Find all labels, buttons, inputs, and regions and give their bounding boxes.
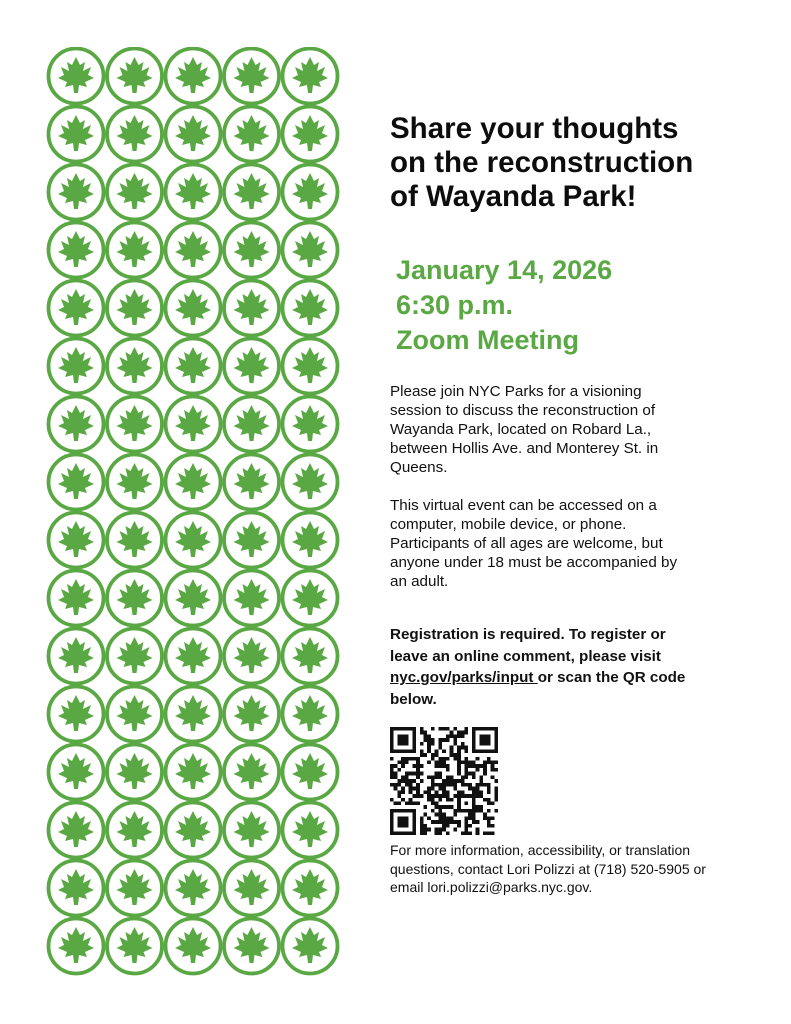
registration-line [390,667,760,689]
nyc-parks-leaf-icon [107,339,162,394]
paragraph-line: This virtual event can be accessed on a [390,497,657,514]
nyc-parks-leaf-icon [166,745,221,800]
nyc-parks-leaf-icon [166,455,221,510]
nyc-parks-leaf-icon [49,397,104,452]
nyc-parks-leaf-icon [166,803,221,858]
nyc-parks-leaf-icon [224,397,279,452]
nyc-parks-leaf-icon [107,107,162,162]
nyc-parks-leaf-icon [283,745,338,800]
nyc-parks-leaf-icon [166,629,221,684]
nyc-parks-leaf-icon [107,745,162,800]
paragraph-line: computer, mobile device, or phone. [390,516,627,533]
nyc-parks-leaf-icon [107,919,162,974]
nyc-parks-leaf-icon [49,629,104,684]
nyc-parks-leaf-icon [166,861,221,916]
event-time: 6:30 p.m. [396,290,514,320]
nyc-parks-leaf-icon [49,513,104,568]
nyc-parks-leaf-icon [224,919,279,974]
nyc-parks-leaf-icon [283,919,338,974]
nyc-parks-leaf-icon [283,687,338,742]
nyc-parks-leaf-icon [224,339,279,394]
paragraph-line: Participants of all ages are welcome, but [390,535,663,552]
nyc-parks-leaf-icon [49,339,104,394]
registration-line: Registration is required. To register or [390,626,666,643]
nyc-parks-leaf-icon [283,455,338,510]
paragraph-line: Please join NYC Parks for a visioning [390,383,642,400]
nyc-parks-leaf-icon [166,687,221,742]
nyc-parks-leaf-icon [283,49,338,104]
nyc-parks-leaf-icon [49,919,104,974]
nyc-parks-leaf-icon [107,49,162,104]
nyc-parks-leaf-icon [166,919,221,974]
nyc-parks-leaf-icon [49,107,104,162]
nyc-parks-leaf-icon [166,107,221,162]
nyc-parks-leaf-icon [224,281,279,336]
nyc-parks-leaf-icon [107,223,162,278]
nyc-parks-leaf-icon [49,687,104,742]
nyc-parks-leaf-icon [224,745,279,800]
nyc-parks-leaf-icon [166,339,221,394]
nyc-parks-leaf-icon [224,49,279,104]
nyc-parks-leaf-icon [283,861,338,916]
intro-paragraph [390,382,760,477]
nyc-parks-leaf-icon [224,861,279,916]
qr-code-icon[interactable] [390,727,498,835]
headline-line: of Wayanda Park! [390,180,637,213]
nyc-parks-leaf-icon [107,803,162,858]
nyc-parks-leaf-icon [224,165,279,220]
nyc-parks-leaf-icon [224,803,279,858]
nyc-parks-leaf-icon [224,107,279,162]
nyc-parks-leaf-icon [107,397,162,452]
headline-line: Share your thoughts [390,112,679,145]
nyc-parks-leaf-icon [49,223,104,278]
paragraph-line: between Hollis Ave. and Monterey St. in [390,440,659,457]
nyc-parks-leaf-icon [49,571,104,626]
qr-code-modules [390,727,498,835]
nyc-parks-leaf-icon [283,281,338,336]
leaf-logo-grid [46,47,341,977]
nyc-parks-leaf-icon [107,455,162,510]
nyc-parks-leaf-icon [166,397,221,452]
nyc-parks-leaf-icon [224,571,279,626]
nyc-parks-leaf-icon [166,281,221,336]
contact-line: questions, contact Lori Polizzi at (718) 520-5905 or [390,860,706,877]
registration-line: leave an online comment, please visit [390,647,661,665]
paragraph-line: anyone under 18 must be accompanied by [390,554,678,571]
nyc-parks-leaf-icon [49,861,104,916]
nyc-parks-leaf-icon [283,165,338,220]
nyc-parks-leaf-icon [283,803,338,858]
nyc-parks-leaf-icon [283,339,338,394]
registration-link[interactable]: nyc.gov/parks/input [390,669,538,686]
nyc-parks-leaf-icon [107,165,162,220]
nyc-parks-leaf-icon [107,629,162,684]
nyc-parks-leaf-icon [49,49,104,104]
nyc-parks-leaf-icon [224,687,279,742]
nyc-parks-leaf-icon [224,513,279,568]
nyc-parks-leaf-icon [49,281,104,336]
nyc-parks-leaf-icon [283,629,338,684]
contact-line: For more information, accessibility, or translation [390,842,691,858]
headline [390,112,760,214]
nyc-parks-leaf-icon [166,223,221,278]
registration-line: below. [390,690,437,708]
paragraph-line: Queens. [390,459,448,476]
contact-info [390,841,760,897]
event-date: January 14, 2026 [396,255,613,285]
nyc-parks-leaf-icon [166,513,221,568]
nyc-parks-leaf-icon [283,571,338,626]
paragraph-line: Wayanda Park, located on Robard La., [390,421,652,438]
nyc-parks-leaf-icon [107,513,162,568]
nyc-parks-leaf-icon [283,107,338,162]
registration-notice [390,624,760,710]
nyc-parks-leaf-icon [107,281,162,336]
nyc-parks-leaf-icon [49,165,104,220]
nyc-parks-leaf-icon [107,861,162,916]
nyc-parks-leaf-icon [107,571,162,626]
flyer-content [390,112,760,897]
contact-line: email lori.polizzi@parks.nyc.gov. [390,879,593,895]
paragraph-line: session to discuss the reconstruction of [390,402,656,419]
nyc-parks-leaf-icon [166,49,221,104]
nyc-parks-leaf-icon [107,687,162,742]
headline-line: on the reconstruction [390,146,694,179]
event-location: Zoom Meeting [396,325,579,355]
nyc-parks-leaf-icon [224,455,279,510]
paragraph-line: an adult. [390,573,449,590]
nyc-parks-leaf-icon [166,571,221,626]
nyc-parks-leaf-icon [224,223,279,278]
nyc-parks-leaf-icon [283,397,338,452]
nyc-parks-leaf-icon [283,513,338,568]
nyc-parks-leaf-icon [49,455,104,510]
access-paragraph [390,496,760,591]
nyc-parks-leaf-icon [49,803,104,858]
nyc-parks-leaf-icon [283,223,338,278]
event-details [396,253,760,358]
nyc-parks-leaf-icon [49,745,104,800]
nyc-parks-leaf-icon [166,165,221,220]
nyc-parks-leaf-icon [224,629,279,684]
registration-line-rest: or scan the QR code [537,669,686,686]
leaf-logo-pattern [46,47,341,977]
